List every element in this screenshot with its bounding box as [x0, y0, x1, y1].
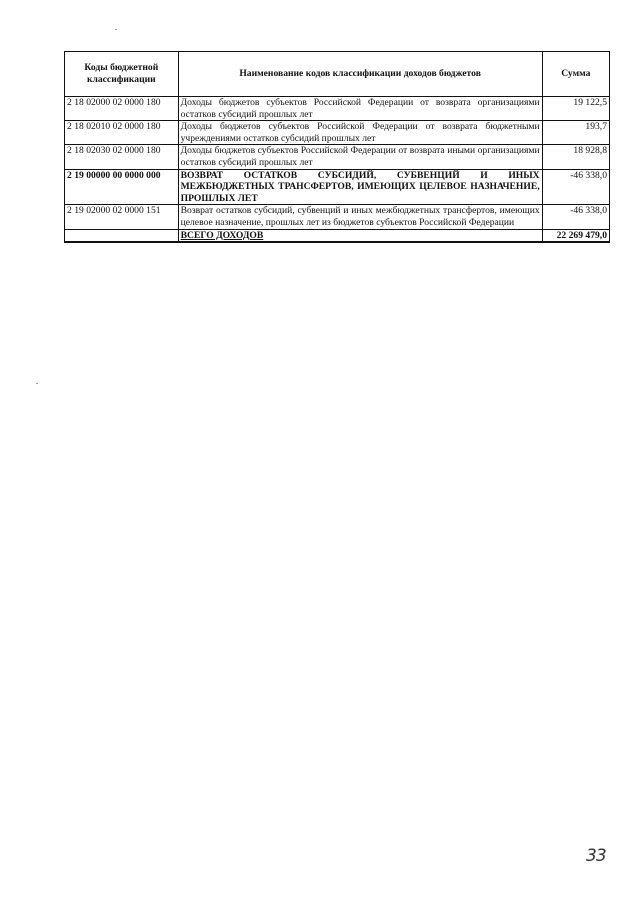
row-code: 2 18 02030 02 0000 180: [65, 145, 179, 169]
table-row: [65, 205, 610, 229]
table-row: [65, 145, 610, 169]
row-sum: 19 122,5: [542, 97, 609, 121]
header-name: Наименование кодов классификации доходов бюджетов: [178, 52, 542, 97]
table-row: [65, 97, 610, 121]
scan-speck: [36, 383, 38, 384]
row-code: 2 19 02000 02 0000 151: [65, 205, 179, 229]
table-header-row: [65, 52, 610, 97]
row-sum: -46 338,0: [542, 205, 609, 229]
row-sum: 18 928,8: [542, 145, 609, 169]
row-name: Доходы бюджетов субъектов Российской Федерации от возврата иными организациями остатков субсидий прошлых лет: [178, 145, 542, 169]
row-name: Доходы бюджетов субъектов Российской Федерации от возврата организациями остатков субсидий прошлых лет: [178, 97, 542, 121]
header-sum: Сумма: [542, 52, 609, 97]
row-name: Доходы бюджетов субъектов Российской Федерации от возврата бюджетными учреждениями остатков субсидий прошлых лет: [178, 121, 542, 145]
table-row-section: [65, 169, 610, 205]
row-code: 2 19 00000 00 0000 000: [65, 169, 179, 205]
row-code: 2 18 02010 02 0000 180: [65, 121, 179, 145]
row-sum: -46 338,0: [542, 169, 609, 205]
row-sum: 193,7: [542, 121, 609, 145]
row-name: Возврат остатков субсидий, субвенций и иных межбюджетных трансфертов, имеющих целевое назначение, прошлых лет из бюджетов субъектов Российской Федерации: [178, 205, 542, 229]
row-code: 2 18 02000 02 0000 180: [65, 97, 179, 121]
scan-speck: [115, 29, 117, 30]
budget-revenue-table: [64, 51, 610, 243]
total-label: ВСЕГО ДОХОДОВ: [178, 229, 542, 242]
total-code: [65, 229, 179, 242]
total-sum: 22 269 479,0: [542, 229, 609, 242]
header-code: Коды бюджетной классификации: [65, 52, 179, 97]
handwritten-page-number: 33: [586, 846, 606, 866]
table-row: [65, 121, 610, 145]
row-name: ВОЗВРАТ ОСТАТКОВ СУБСИДИЙ, СУБВЕНЦИЙ И ИНЫХ МЕЖБЮДЖЕТНЫХ ТРАНСФЕРТОВ, ИМЕЮЩИХ ЦЕЛЕВОЕ НАЗНАЧЕНИЕ, ПРОШЛЫХ ЛЕТ: [178, 169, 542, 205]
table-total-row: [65, 229, 610, 242]
